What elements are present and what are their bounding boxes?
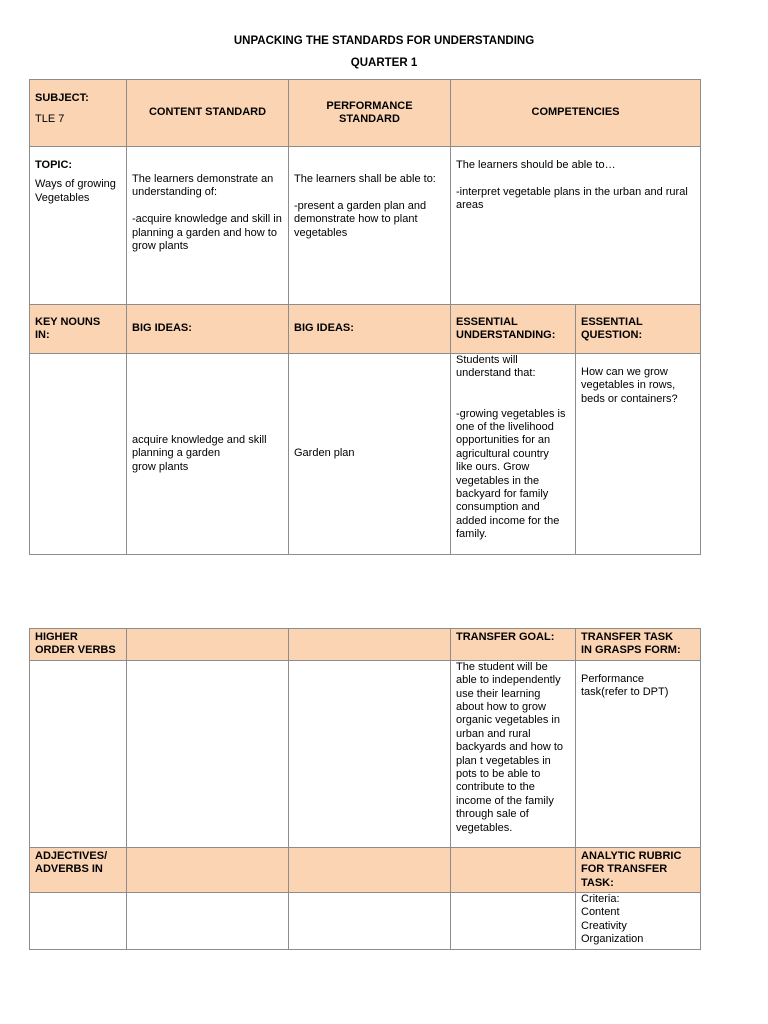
big-ideas-text-1: acquire knowledge and skill planning a garden grow plants bbox=[127, 354, 289, 555]
content-standard-text: The learners demonstrate an understanding of: -acquire knowledge and skill in planning a garden and how to grow plants bbox=[127, 147, 289, 305]
higher-order-verbs-header: HIGHER ORDER VERBS bbox=[30, 629, 127, 661]
empty-header-1 bbox=[127, 629, 289, 661]
empty-cell-3 bbox=[289, 660, 451, 847]
essential-understanding-header: ESSENTIAL UNDERSTANDING: bbox=[451, 305, 576, 354]
document-title: UNPACKING THE STANDARDS FOR UNDERSTANDING bbox=[233, 35, 535, 47]
big-ideas-header-1: BIG IDEAS: bbox=[127, 305, 289, 354]
key-nouns-cell bbox=[30, 354, 127, 555]
content-standard-header: CONTENT STANDARD bbox=[127, 80, 289, 147]
topic-value: Ways of growing Vegetables bbox=[35, 178, 116, 204]
empty-cell-6 bbox=[289, 893, 451, 950]
big-ideas-text-2: Garden plan bbox=[289, 354, 451, 555]
subject-value: TLE 7 bbox=[35, 113, 65, 126]
rubric-text: Criteria: Content Creativity Organization bbox=[576, 893, 701, 950]
performance-standard-header: PERFORMANCE STANDARD bbox=[289, 80, 451, 147]
empty-header-4 bbox=[289, 847, 451, 892]
adjectives-header: ADJECTIVES/ ADVERBS IN bbox=[30, 847, 127, 892]
transfer-goal-text: The student will be able to independently use their learning about how to grow organic vegetables in urban and rural backyards and how to plan t vegetables in pots to be able to contribute to the income of the family through sale of vegetables. bbox=[451, 660, 576, 847]
empty-header-3 bbox=[127, 847, 289, 892]
empty-cell-4 bbox=[30, 893, 127, 950]
key-nouns-header: KEY NOUNS IN: bbox=[30, 305, 127, 354]
subject-label: SUBJECT: bbox=[35, 92, 89, 104]
empty-header-2 bbox=[289, 629, 451, 661]
empty-header-5 bbox=[451, 847, 576, 892]
subject-cell bbox=[30, 80, 127, 147]
topic-label: TOPIC: bbox=[35, 159, 73, 171]
transfer-task-header: TRANSFER TASK IN GRASPS FORM: bbox=[576, 629, 701, 661]
essential-question-header: ESSENTIAL QUESTION: bbox=[576, 305, 701, 354]
standards-table bbox=[29, 79, 701, 555]
essential-question-text: How can we grow vegetables in rows, beds or containers? bbox=[576, 354, 701, 555]
transfer-table bbox=[29, 628, 701, 950]
transfer-goal-header: TRANSFER GOAL: bbox=[451, 629, 576, 661]
empty-cell-1 bbox=[30, 660, 127, 847]
empty-cell-5 bbox=[127, 893, 289, 950]
essential-understanding-text: Students will understand that: -growing vegetables is one of the livelihood opportunities for an agricultural country like ours. Grow vegetables in the backyard for family consumption and added income for the family. bbox=[451, 354, 576, 555]
competencies-text: The learners should be able to… -interpret vegetable plans in the urban and rural areas bbox=[451, 147, 701, 305]
big-ideas-header-2: BIG IDEAS: bbox=[289, 305, 451, 354]
competencies-header: COMPETENCIES bbox=[451, 80, 701, 147]
performance-standard-text: The learners shall be able to: -present a garden plan and demonstrate how to plant vegetables bbox=[289, 147, 451, 305]
empty-cell-2 bbox=[127, 660, 289, 847]
rubric-header: ANALYTIC RUBRIC FOR TRANSFER TASK: bbox=[576, 847, 701, 892]
transfer-task-text: Performance task(refer to DPT) bbox=[576, 660, 701, 847]
empty-cell-7 bbox=[451, 893, 576, 950]
topic-cell bbox=[30, 147, 127, 305]
quarter-label: QUARTER 1 bbox=[350, 57, 418, 69]
